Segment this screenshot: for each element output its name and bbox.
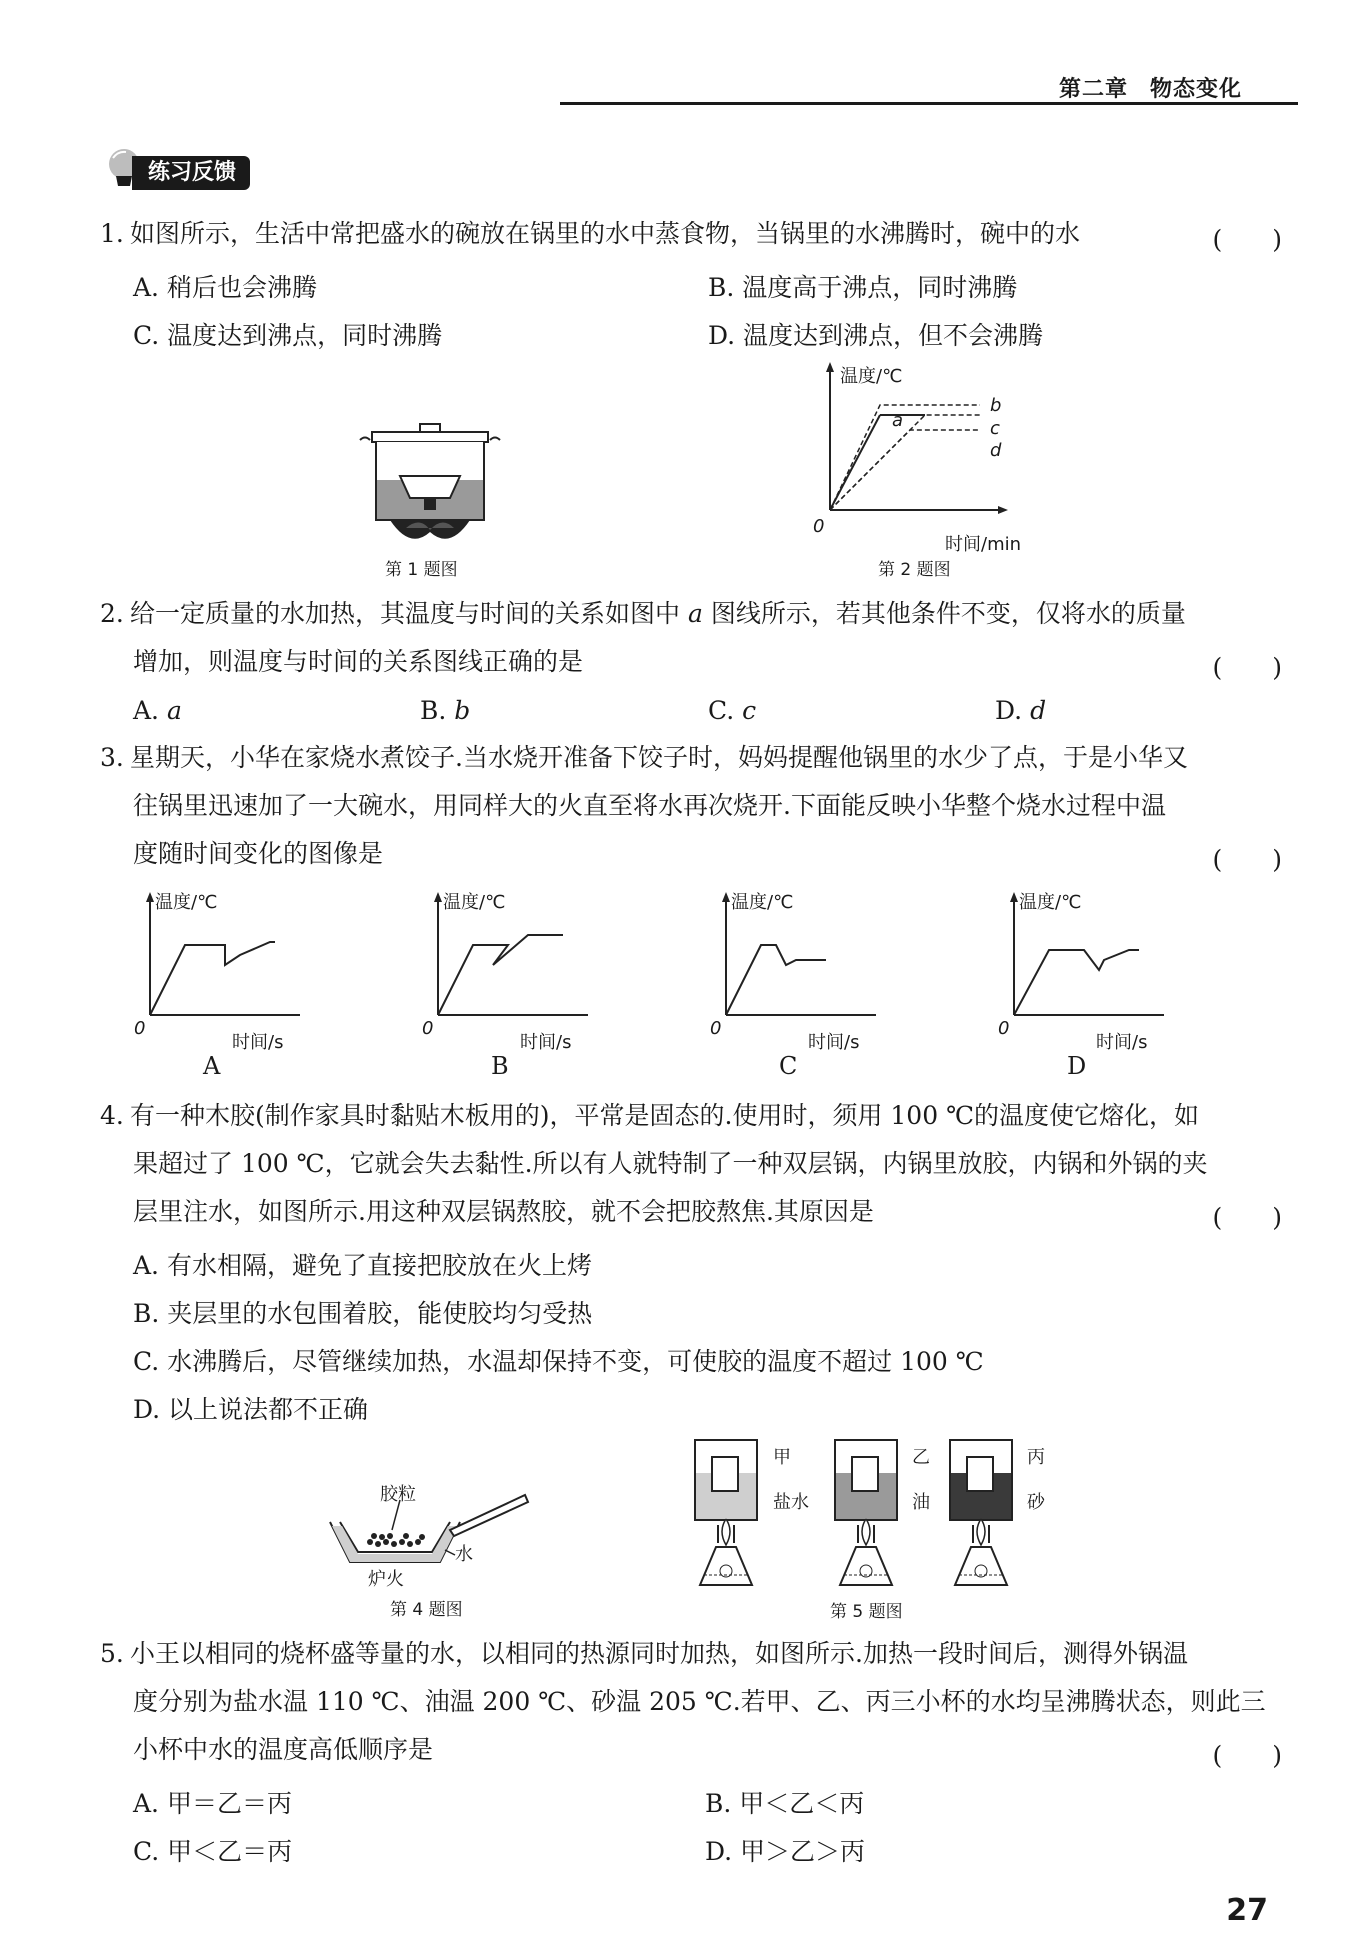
figure-2-graph	[800, 360, 1020, 540]
question-4	[100, 1092, 1199, 1140]
answer-blank: ( )	[1212, 1203, 1282, 1232]
water-label: 水	[455, 1544, 473, 1565]
answer-blank: ( )	[1212, 1741, 1282, 1770]
answer-blank: ( )	[1212, 845, 1282, 874]
option-c: C. 甲＜乙＝丙	[133, 1837, 293, 1866]
cup-label-bing: 丙	[1027, 1447, 1045, 1468]
graph-a-ylabel: 温度/℃	[155, 892, 218, 913]
x-axis-label: 时间/min	[945, 534, 1022, 555]
question-text-line1: 有一种木胶(制作家具时黏贴木板用的)，平常是固态的.使用时，须用 100 ℃的温度使它熔化，如	[130, 1101, 1200, 1130]
question-text-line1: 星期天，小华在家烧水煮饺子.当水烧开准备下饺子时，妈妈提醒他锅里的水少了点，于是小华又	[130, 743, 1188, 772]
question-3-line3: 度随时间变化的图像是	[133, 839, 384, 868]
beaker-group-1	[695, 1440, 757, 1585]
question-3	[100, 734, 1188, 782]
question-text: 如图所示，生活中常把盛水的碗放在锅里的水中蒸食物，当锅里的水沸腾时，碗中的水	[130, 219, 1081, 248]
graph-d-ylabel: 温度/℃	[1019, 892, 1082, 913]
steamer-pot-figure	[350, 420, 510, 550]
liquid-label-oil: 油	[912, 1492, 930, 1513]
option-c: C. 水沸腾后，尽管继续加热，水温却保持不变，可使胶的温度不超过 100 ℃	[133, 1347, 984, 1376]
option-b: B. 温度高于沸点，同时沸腾	[708, 273, 1018, 302]
graph-c-label: C	[779, 1052, 798, 1080]
origin-label: 0	[813, 516, 825, 537]
question-text-part1: 给一定质量的水加热，其温度与时间的关系如图中	[130, 599, 681, 628]
graph-c-ylabel: 温度/℃	[731, 892, 794, 913]
option-d: D. d	[995, 696, 1047, 725]
liquid-label-sand: 砂	[1027, 1492, 1045, 1513]
question-3-line2: 往锅里迅速加了一大碗水，用同样大的火直至将水再次烧开.下面能反映小华整个烧水过程中温	[133, 791, 1166, 820]
question-number: 3.	[100, 743, 124, 772]
graph-a-label: A	[203, 1052, 221, 1080]
question-number: 1.	[100, 219, 124, 248]
graph-b-origin: 0	[422, 1018, 434, 1039]
figure-5-caption: 第 5 题图	[830, 1602, 903, 1622]
graph-b-ylabel: 温度/℃	[443, 892, 506, 913]
line-label-c: c	[990, 418, 1000, 439]
graph-d-xlabel: 时间/s	[1096, 1032, 1148, 1053]
option-a: A. 甲＝乙＝丙	[133, 1789, 292, 1818]
figure-2-caption: 第 2 题图	[878, 560, 951, 580]
question-text-part2: 图线所示，若其他条件不变，仅将水的质量	[710, 599, 1186, 628]
fire-label: 炉火	[368, 1569, 404, 1590]
cup-label-jia: 甲	[773, 1447, 791, 1468]
line-label-d: d	[990, 440, 1002, 461]
double-boiler-figure	[330, 1480, 550, 1590]
question-5-line2: 度分别为盐水温 110 ℃、油温 200 ℃、砂温 205 ℃.若甲、乙、丙三小杯的水均呈沸腾状态，则此三	[133, 1687, 1266, 1716]
graph-a-origin: 0	[134, 1018, 146, 1039]
graph-a-xlabel: 时间/s	[232, 1032, 284, 1053]
option-d: D. 甲＞乙＞丙	[705, 1837, 866, 1866]
question-5	[100, 1630, 1188, 1678]
cup-label-yi: 乙	[912, 1447, 930, 1468]
question-4-line2: 果超过了 100 ℃，它就会失去黏性.所以有人就特制了一种双层锅，内锅里放胶，内锅和外锅的夹	[133, 1149, 1208, 1178]
section-title: 物态变化	[1149, 77, 1242, 102]
line-label-b: b	[990, 395, 1002, 416]
glue-label: 胶粒	[380, 1484, 416, 1505]
liquid-label-saltwater: 盐水	[773, 1492, 809, 1513]
option-a: A. a	[133, 696, 182, 725]
three-beakers-figure	[690, 1435, 1050, 1605]
graph-d-origin: 0	[998, 1018, 1010, 1039]
option-d: D. 以上说法都不正确	[133, 1395, 369, 1424]
option-c: C. 温度达到沸点，同时沸腾	[133, 321, 443, 350]
line-label-a: a	[892, 410, 904, 431]
chapter-header	[1059, 72, 1242, 103]
question-text-line1: 小王以相同的烧杯盛等量的水，以相同的热源同时加热，如图所示.加热一段时间后，测得外锅温	[130, 1639, 1188, 1668]
graph-c-origin: 0	[710, 1018, 722, 1039]
question-number: 2.	[100, 599, 124, 628]
figure-4-caption: 第 4 题图	[390, 1600, 463, 1620]
question-number: 4.	[100, 1101, 124, 1130]
option-b: B. b	[420, 696, 471, 725]
question-5-line3: 小杯中水的温度高低顺序是	[133, 1735, 434, 1764]
figure-1-caption: 第 1 题图	[385, 560, 458, 580]
option-b: B. 甲＜乙＜丙	[705, 1789, 865, 1818]
chapter-title: 第二章	[1058, 77, 1128, 102]
graph-d-label: D	[1067, 1052, 1087, 1080]
option-d: D. 温度达到沸点，但不会沸腾	[708, 321, 1044, 350]
option-c: C. c	[708, 696, 757, 725]
question-4-line3: 层里注水，如图所示.用这种双层锅熬胶，就不会把胶熬焦.其原因是	[133, 1197, 874, 1226]
option-b: B. 夹层里的水包围着胶，能使胶均匀受热	[133, 1299, 593, 1328]
answer-blank: ( )	[1212, 225, 1282, 254]
question-2	[100, 590, 1186, 638]
question-2-line2: 增加，则温度与时间的关系图线正确的是	[133, 647, 584, 676]
header-rule	[560, 102, 1298, 105]
graph-b-xlabel: 时间/s	[520, 1032, 572, 1053]
banner-title: 练习反馈	[132, 156, 250, 190]
option-a: A. 有水相隔，避免了直接把胶放在火上烤	[133, 1251, 592, 1280]
graph-c-xlabel: 时间/s	[808, 1032, 860, 1053]
question-number: 5.	[100, 1639, 124, 1668]
question-1	[100, 210, 1080, 258]
option-a: A. 稍后也会沸腾	[133, 273, 317, 302]
page-number: 27	[1226, 1893, 1268, 1928]
y-axis-label: 温度/℃	[840, 366, 903, 387]
answer-blank: ( )	[1212, 653, 1282, 682]
graph-b-label: B	[491, 1052, 509, 1080]
question-var: a	[687, 599, 703, 628]
